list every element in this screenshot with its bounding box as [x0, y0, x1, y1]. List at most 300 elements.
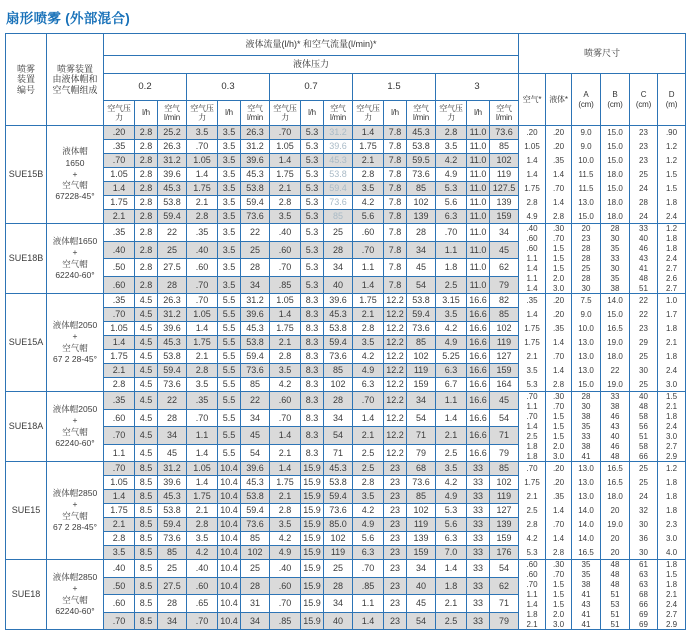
device-caps	[47, 224, 103, 293]
data-cell: 16.6	[467, 294, 489, 307]
data-cell: 1.05	[104, 168, 134, 181]
spray-data-cell: 25	[572, 263, 601, 273]
data-cell: 22	[158, 224, 186, 241]
label-line: 空气压力	[356, 103, 380, 122]
data-cell: 85	[490, 140, 518, 153]
data-cell: .70	[187, 613, 217, 630]
spray-data-cell: 25	[630, 462, 658, 476]
data-cell: .60	[353, 224, 383, 241]
device-caps	[47, 560, 103, 629]
data-cell: 62	[490, 259, 518, 276]
data-cell: 10.4	[218, 578, 240, 595]
data-cell: .40	[104, 560, 134, 577]
spray-data-cell: 1.75	[519, 336, 546, 350]
data-cell: 8.5	[135, 578, 157, 595]
data-cell: 8.3	[301, 336, 323, 349]
data-cell: 39.6	[158, 168, 186, 181]
data-cell: 5.5	[218, 364, 240, 377]
data-cell: 3.5	[187, 126, 217, 139]
data-cell: 53.8	[324, 476, 352, 489]
spray-data-cell: 28	[601, 224, 630, 234]
data-cell: 1.75	[187, 336, 217, 349]
data-cell: 54	[324, 427, 352, 444]
data-cell: 23	[384, 560, 406, 577]
data-cell: 53.8	[241, 182, 269, 195]
spray-data-cell: 25	[630, 168, 658, 182]
spray-data-cell: 48	[601, 560, 630, 570]
data-cell: .85	[270, 613, 300, 630]
data-cell: .40	[270, 224, 300, 241]
spray-dimensions-cells	[519, 560, 685, 629]
spray-data-cell: 11.5	[572, 168, 601, 182]
spray-data-cell: 1.8	[519, 451, 546, 461]
spray-data-cell: 1.75	[519, 322, 546, 336]
data-cell: 102	[490, 476, 518, 489]
spray-data-cell: 1.5	[546, 590, 572, 600]
data-cell: 1.75	[187, 490, 217, 503]
spray-data-cell: 20	[601, 504, 630, 518]
data-cell: 23	[384, 613, 406, 630]
data-cell: 15.9	[301, 546, 323, 559]
spray-data-cell: 33	[601, 392, 630, 402]
label-line: l/h	[142, 108, 150, 118]
data-cell: 4.5	[135, 392, 157, 409]
data-cell: 2.1	[104, 210, 134, 223]
spray-data-cell: .35	[546, 490, 572, 504]
data-cell: 12.2	[384, 322, 406, 335]
data-cell: 102	[407, 350, 435, 363]
data-cell: 2.8	[135, 182, 157, 195]
data-cell: 159	[407, 546, 435, 559]
spray-data-cell: .70	[546, 517, 572, 531]
data-cell: 73.6	[241, 518, 269, 531]
data-cell: 8.5	[135, 504, 157, 517]
data-cell: 1.4	[353, 410, 383, 427]
spray-data-cell: 36	[630, 531, 658, 545]
data-cell: 71	[490, 427, 518, 444]
data-cell: 6.3	[436, 210, 466, 223]
spray-data-cell: 30	[601, 263, 630, 273]
data-cell: 8.5	[135, 595, 157, 612]
data-cell: .70	[104, 427, 134, 444]
data-cell: 3.5	[187, 378, 217, 391]
data-cell: 3.5	[218, 242, 240, 259]
data-cell: .70	[270, 259, 300, 276]
data-cell: 8.3	[301, 350, 323, 363]
spray-data-cell: 23	[630, 140, 658, 154]
spray-data-cell: 1.8	[665, 560, 678, 570]
data-cell: 2.8	[187, 364, 217, 377]
data-cell: 127	[490, 350, 518, 363]
label-line: l/min	[413, 113, 429, 122]
data-cell: 139	[490, 196, 518, 209]
spray-data-cell: 28	[572, 244, 601, 254]
spray-data-cell: 69	[630, 619, 658, 629]
data-cell: .65	[187, 595, 217, 612]
pressure-value: 1.5	[353, 74, 435, 100]
data-cell: 45.3	[158, 336, 186, 349]
data-cell: 16.6	[467, 336, 489, 349]
spray-data-cell: 3.0	[546, 619, 572, 629]
spray-data-cell: 2.1	[519, 619, 546, 629]
caps-line: +	[72, 499, 78, 510]
data-cell: 8.5	[135, 532, 157, 545]
spray-data-cell: 51	[601, 619, 630, 629]
column-header	[301, 101, 323, 125]
spray-data-cell: 48	[601, 580, 630, 590]
spray-data-cell: 1.4	[546, 336, 572, 350]
data-cell: 2.8	[135, 126, 157, 139]
spray-data-cell: 15.0	[601, 308, 630, 322]
spray-data-cell: 18.0	[601, 195, 630, 209]
data-cell: .70	[104, 308, 134, 321]
spray-data-cell: 63	[630, 580, 658, 590]
spray-data-cell: 1.5	[665, 570, 678, 580]
spray-data-cell: 10.0	[572, 154, 601, 168]
data-cell: 25	[324, 224, 352, 241]
label-line: 空气压力	[273, 103, 297, 122]
spray-data-cell: 13.0	[572, 336, 601, 350]
data-cell: 54	[490, 410, 518, 427]
data-cell: 8.5	[135, 613, 157, 630]
spray-data-cell: 5.3	[519, 545, 546, 559]
data-cell: 23	[384, 578, 406, 595]
spray-data-cell: 1.8	[665, 492, 678, 502]
data-cell: 40	[324, 613, 352, 630]
data-cell: 1.4	[270, 427, 300, 444]
data-cell: 39.6	[158, 476, 186, 489]
data-cell: 45.3	[158, 490, 186, 503]
data-cell: .60	[270, 578, 300, 595]
column-header	[270, 101, 300, 125]
data-cell: .70	[187, 277, 217, 294]
data-cell: 7.8	[384, 277, 406, 294]
spray-data-cell: 14.0	[572, 517, 601, 531]
data-cell: 45	[158, 445, 186, 462]
caps-line: 空气帽	[62, 594, 88, 605]
data-cell: 2.8	[270, 350, 300, 363]
spray-data-cell: 15.0	[601, 181, 630, 195]
data-cell: 119	[407, 518, 435, 531]
spray-data-cell: 1.2	[665, 142, 678, 152]
data-cell: 34	[407, 560, 435, 577]
label-line: 液体*	[549, 94, 568, 104]
data-cell: 79	[490, 445, 518, 462]
spray-data-cell: 2.5	[519, 431, 546, 441]
data-cell: 5.5	[218, 410, 240, 427]
data-cell: 159	[490, 210, 518, 223]
data-cell: 1.1	[436, 242, 466, 259]
data-cell: .85	[353, 578, 383, 595]
spray-data-cell: 41	[572, 590, 601, 600]
data-cell: 139	[407, 210, 435, 223]
data-cell: 5.3	[301, 242, 323, 259]
data-cell: 26.3	[158, 140, 186, 153]
data-cell: 16.6	[467, 392, 489, 409]
data-cell: 11.0	[467, 242, 489, 259]
spray-data-cell: .20	[546, 126, 572, 140]
data-cell: 79	[407, 445, 435, 462]
data-cell: 3.5	[218, 210, 240, 223]
data-cell: 26.3	[241, 126, 269, 139]
device-caps	[47, 392, 103, 461]
data-cell: 33	[467, 560, 489, 577]
data-cell: 8.3	[301, 322, 323, 335]
spray-data-cell: 2.4	[665, 253, 678, 263]
data-cell: 45	[407, 259, 435, 276]
data-cell: 85	[490, 308, 518, 321]
data-cell: 11.0	[467, 259, 489, 276]
spray-data-cell: 24	[630, 181, 658, 195]
data-cell: 3.5	[218, 182, 240, 195]
data-cell: 4.2	[436, 476, 466, 489]
device-caps	[47, 294, 103, 391]
data-cell: .70	[187, 294, 217, 307]
data-cell: .60	[187, 259, 217, 276]
data-cell: 164	[490, 378, 518, 391]
spray-column-header	[519, 74, 545, 125]
data-cell: 102	[490, 154, 518, 167]
data-cell: .40	[104, 242, 134, 259]
data-cell: 79	[490, 613, 518, 630]
data-cell: 5.5	[218, 350, 240, 363]
spray-data-cell: 20	[572, 224, 601, 234]
data-cell: 7.8	[384, 154, 406, 167]
data-cell: 5.3	[301, 168, 323, 181]
data-cell: 102	[324, 532, 352, 545]
data-cell: 1.1	[353, 259, 383, 276]
data-cell: .70	[104, 154, 134, 167]
spray-data-cell: .30	[546, 224, 572, 234]
spray-data-cell: 51	[630, 431, 658, 441]
spray-data-cell: 41	[572, 619, 601, 629]
data-cell: 4.9	[436, 168, 466, 181]
data-cell: 34	[407, 392, 435, 409]
spray-data-cell: 1.2	[665, 224, 678, 234]
data-cell: 2.8	[135, 224, 157, 241]
data-cell: 5.5	[218, 336, 240, 349]
data-cell: 2.1	[187, 196, 217, 209]
spray-data-cell: 66	[630, 451, 658, 461]
data-cell: 102	[324, 378, 352, 391]
data-cell: 5.6	[436, 196, 466, 209]
data-cell: 53.8	[158, 350, 186, 363]
data-cell: 1.4	[353, 277, 383, 294]
spray-data-cell: 2.8	[546, 209, 572, 223]
spray-data-cell: .70	[519, 412, 546, 422]
spray-dimensions-cells	[519, 126, 685, 223]
spray-data-cell: 2.4	[665, 421, 678, 431]
data-cell: 3.5	[353, 182, 383, 195]
column-header	[384, 101, 406, 125]
data-cell: 1.4	[104, 490, 134, 503]
data-cell: 3.5	[218, 126, 240, 139]
spray-data-cell: 1.8	[519, 609, 546, 619]
caps-line: +	[72, 247, 78, 258]
data-cell: 4.5	[135, 427, 157, 444]
spray-data-cell: 68	[630, 590, 658, 600]
spray-data-cell: 46	[601, 441, 630, 451]
data-cell: 3.5	[270, 364, 300, 377]
spray-data-cell: 51	[601, 609, 630, 619]
data-cell: 4.5	[135, 322, 157, 335]
spray-data-cell: 2.1	[665, 337, 678, 347]
data-cell: 5.3	[301, 126, 323, 139]
data-cell: 5.6	[353, 532, 383, 545]
data-cell: 2.8	[353, 476, 383, 489]
data-cell: 39.6	[241, 308, 269, 321]
spray-data-table	[5, 33, 686, 630]
data-cell: 73.6	[490, 126, 518, 139]
data-cell: 3.5	[353, 336, 383, 349]
data-cell: 45.3	[324, 308, 352, 321]
spray-data-cell: 38	[572, 580, 601, 590]
data-cell: 1.4	[187, 476, 217, 489]
data-cell: 7.8	[384, 242, 406, 259]
spray-data-cell: 5.3	[519, 377, 546, 391]
spray-data-cell: 1.5	[546, 599, 572, 609]
data-cell: 12.2	[384, 336, 406, 349]
data-cell: 8.3	[301, 445, 323, 462]
data-cell: 53.8	[158, 504, 186, 517]
spray-data-cell: 1.4	[519, 422, 546, 432]
label-line: A	[583, 90, 589, 100]
column-header	[490, 101, 518, 125]
pressure-value: 0.7	[270, 74, 352, 100]
data-cell: 34	[241, 277, 269, 294]
data-cell: 45.3	[158, 182, 186, 195]
data-cell: 2.8	[135, 154, 157, 167]
data-cell: 15.9	[301, 518, 323, 531]
data-cell: 8.5	[135, 560, 157, 577]
data-cell: 73.6	[407, 476, 435, 489]
data-cell: 16.6	[467, 322, 489, 335]
data-cell: 6.3	[353, 378, 383, 391]
spray-data-cell: 13.0	[572, 462, 601, 476]
spray-data-cell: 33	[572, 431, 601, 441]
data-cell: 1.4	[187, 322, 217, 335]
data-cell: 2.8	[135, 196, 157, 209]
data-cell: 34	[241, 410, 269, 427]
column-header	[158, 101, 186, 125]
spray-data-cell: 1.5	[546, 412, 572, 422]
label-line: 空气	[164, 103, 180, 113]
data-cell: 10.4	[218, 462, 240, 475]
data-cell: 53.8	[241, 336, 269, 349]
data-cell: 28	[324, 578, 352, 595]
spray-dimensions-cells	[519, 462, 685, 559]
data-cell: 1.1	[436, 392, 466, 409]
device-block-SUE18B	[6, 224, 685, 293]
data-cell: 1.75	[353, 294, 383, 307]
label-line: l/min	[330, 113, 346, 122]
data-cell: 1.8	[436, 259, 466, 276]
spray-dimensions-cells	[519, 294, 685, 391]
spray-data-cell: .60	[519, 244, 546, 254]
data-cell: 139	[490, 518, 518, 531]
spray-data-cell: 25	[630, 349, 658, 363]
spray-data-cell: 13.0	[572, 349, 601, 363]
label-line: (cm)	[635, 99, 652, 109]
spray-column-header	[630, 74, 657, 125]
data-cell: 8.5	[135, 518, 157, 531]
spray-data-cell: .60	[519, 234, 546, 244]
data-cell: 102	[407, 196, 435, 209]
data-cell: 4.5	[135, 364, 157, 377]
spray-data-cell: .70	[519, 580, 546, 590]
spray-data-cell: 1.05	[519, 140, 546, 154]
spray-data-cell: 63	[630, 570, 658, 580]
column-header	[324, 101, 352, 125]
data-cell: 15.9	[301, 462, 323, 475]
data-cell: .60	[104, 410, 134, 427]
spray-data-cell: 20	[601, 545, 630, 559]
data-cell: 1.75	[270, 476, 300, 489]
pressure-value: 3	[436, 74, 518, 100]
spray-data-cell: 3.0	[546, 451, 572, 461]
spray-data-cell: 30	[630, 545, 658, 559]
spray-dimensions-cells	[519, 392, 685, 461]
spray-data-cell: 15.0	[572, 209, 601, 223]
data-cell: 27.5	[158, 578, 186, 595]
spray-data-cell: 1.8	[665, 412, 678, 422]
data-cell: 1.05	[270, 294, 300, 307]
column-header	[104, 101, 134, 125]
data-cell: .50	[104, 578, 134, 595]
spray-data-cell: 40	[630, 392, 658, 402]
spray-data-cell: 41	[630, 263, 658, 273]
data-cell: 5.3	[436, 504, 466, 517]
data-cell: 2.8	[353, 168, 383, 181]
data-cell: 176	[490, 546, 518, 559]
data-cell: 73.6	[241, 210, 269, 223]
spray-data-cell: 16.5	[601, 476, 630, 490]
data-cell: 34	[158, 613, 186, 630]
spray-data-cell: 23	[630, 322, 658, 336]
data-cell: 1.4	[270, 154, 300, 167]
data-cell: 7.8	[384, 196, 406, 209]
data-cell: 31.2	[158, 462, 186, 475]
data-cell: 10.4	[218, 504, 240, 517]
spray-data-cell: 35	[572, 570, 601, 580]
data-cell: 11.0	[467, 277, 489, 294]
data-cell: 28	[324, 392, 352, 409]
spray-data-cell: 46	[601, 412, 630, 422]
data-cell: 15.9	[301, 490, 323, 503]
data-cell: 45.3	[241, 168, 269, 181]
data-cell: 39.6	[158, 322, 186, 335]
spray-data-cell: 46	[630, 244, 658, 254]
data-cell: 2.8	[187, 210, 217, 223]
data-cell: .70	[353, 560, 383, 577]
data-cell: 28	[241, 259, 269, 276]
data-cell: 10.4	[218, 613, 240, 630]
data-cell: .40	[270, 560, 300, 577]
data-cell: 28	[407, 224, 435, 241]
data-cell: 5.3	[301, 224, 323, 241]
data-cell: 3.5	[218, 140, 240, 153]
label-line: 空气	[330, 103, 346, 113]
data-cell: 53.8	[241, 490, 269, 503]
data-cell: 54	[490, 560, 518, 577]
data-cell: 25	[324, 560, 352, 577]
spray-data-cell: 3.5	[519, 363, 546, 377]
data-cell: 139	[407, 532, 435, 545]
data-cell: .60	[270, 242, 300, 259]
label-line: (cm)	[578, 99, 594, 109]
data-cell: 2.5	[436, 445, 466, 462]
caps-line: 67 2 28-45°	[52, 353, 98, 364]
